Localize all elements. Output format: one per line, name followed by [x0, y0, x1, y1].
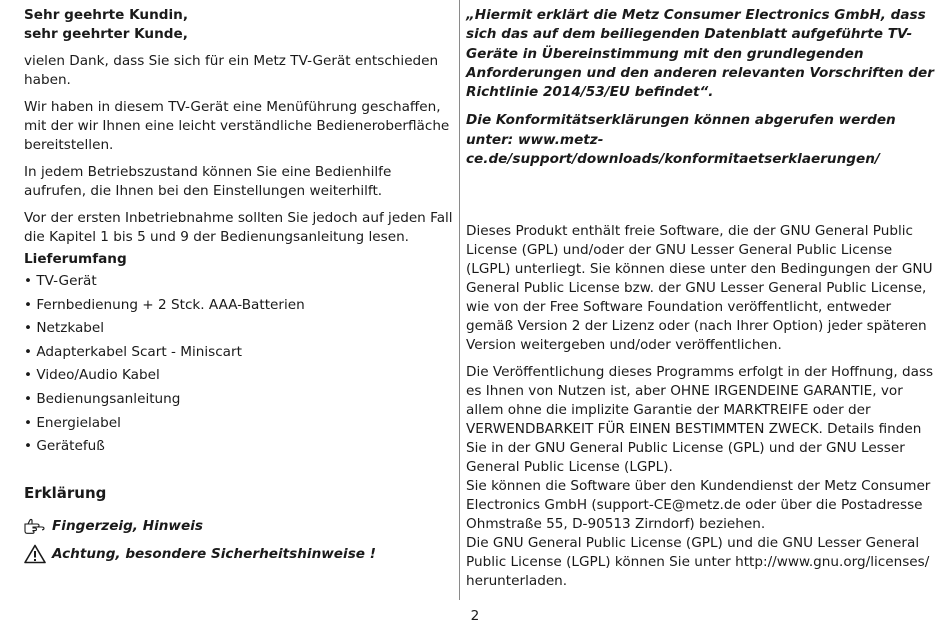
legend-warning-text: Achtung, besondere Sicherheitshinweise !: [52, 546, 376, 563]
list-item: • Video/Audio Kabel: [24, 367, 160, 384]
right-column: [466, 0, 936, 591]
list-item: • Netzkabel: [24, 320, 105, 337]
salutation-line-2: sehr geehrter Kunde,: [24, 26, 188, 42]
list-item: • Adapterkabel Scart - Miniscart: [24, 343, 242, 360]
pointing-hand-icon: [24, 518, 52, 534]
list-item: • Gerätefuß: [24, 438, 105, 455]
intro-paragraph-4: Vor der ersten Inbetriebnahme sollten Sie jedoch auf jeden Fall die Kapitel 1 bis 5 und 9 der Bedienungsanleitung lesen.: [24, 210, 453, 245]
intro-paragraph-2: Wir haben in diesem TV-Gerät eine Menüführung geschaffen, mit der wir Ihnen eine leicht verständliche Bedieneroberfläche bereitstellen.: [24, 99, 450, 153]
warning-triangle-icon: [24, 544, 52, 564]
spacer: [466, 178, 936, 222]
legend-hint-text: Fingerzeig, Hinweis: [52, 518, 203, 535]
legend-heading: Erklärung: [24, 484, 107, 503]
left-column: [24, 0, 456, 571]
declaration-of-conformity: „Hiermit erklärt die Metz Consumer Electronics GmbH, dass sich das auf dem beiliegenden Datenblatt aufgeführte TV-Geräte in Übereinstimmung mit den grundlegenden Anforderungen und den anderen relevanten Vorschriften der Richtlinie 2014/53/EU befindet“.: [466, 7, 934, 101]
intro-paragraph-3: In jedem Betriebszustand können Sie eine Bedienhilfe aufrufen, die Ihnen bei den Einstellungen weiterhilft.: [24, 164, 392, 199]
list-item: • Energielabel: [24, 414, 121, 431]
list-item: • TV-Gerät: [24, 273, 97, 289]
salutation-line-1: Sehr geehrte Kundin,: [24, 7, 189, 23]
legend-hint-row: [24, 515, 456, 537]
gpl-paragraph-1: Dieses Produkt enthält freie Software, die der GNU General Public License (GPL) und/oder der GNU Lesser General Public License (LGPL) unterliegt. Sie können diese unter den Bedingungen der GNU General Public License bzw. der GNU Lesser General Public License, wie von der Free Software Foundation veröffentlicht, entweder gemäß Version 2 der Lizenz oder (nach Ihrer Option) jeder späteren Version weitergeben und/oder veröffentlichen.: [466, 223, 933, 354]
list-item: • Fernbedienung + 2 Stck. AAA-Batterien: [24, 296, 305, 313]
gpl-paragraph-4: Die GNU General Public License (GPL) und die GNU Lesser General Public License (LGPL) können Sie unter http://www.gnu.org/licenses/ herunterladen.: [466, 535, 930, 590]
scope-of-delivery-list: [24, 272, 456, 456]
column-divider: [459, 0, 460, 600]
page-number: 2: [470, 608, 480, 624]
gpl-paragraph-3: Sie können die Software über den Kundendienst der Metz Consumer Electronics GmbH (support-CE@metz.de oder über die Postadresse Ohmstraße 55, D-90513 Zirndorf) beziehen.: [466, 478, 931, 533]
salutation: [24, 6, 456, 44]
list-item: • Bedienungsanleitung: [24, 390, 181, 407]
gpl-paragraph-2: Die Veröffentlichung dieses Programms erfolgt in der Hoffnung, dass es Ihnen von Nutzen ist, aber OHNE IRGENDEINE GARANTIE, vor allem ohne die implizite Garantie der MARKTREIFE oder der VERWENDBARKEIT FÜR EINEN BESTIMMTEN ZWECK. Details finden Sie in der GNU General Public License (GPL) und der GNU Lesser General Public License (LGPL).: [466, 364, 934, 476]
scope-of-delivery-heading: Lieferumfang: [24, 251, 127, 267]
legend-warning-row: [24, 543, 456, 565]
conformity-download-note: Die Konformitätserklärungen können abgerufen werden unter: www.metz-ce.de/support/downloads/konformitaetserklaerungen/: [466, 112, 896, 168]
intro-paragraph-1: vielen Dank, dass Sie sich für ein Metz TV-Gerät entschieden haben.: [24, 53, 439, 88]
